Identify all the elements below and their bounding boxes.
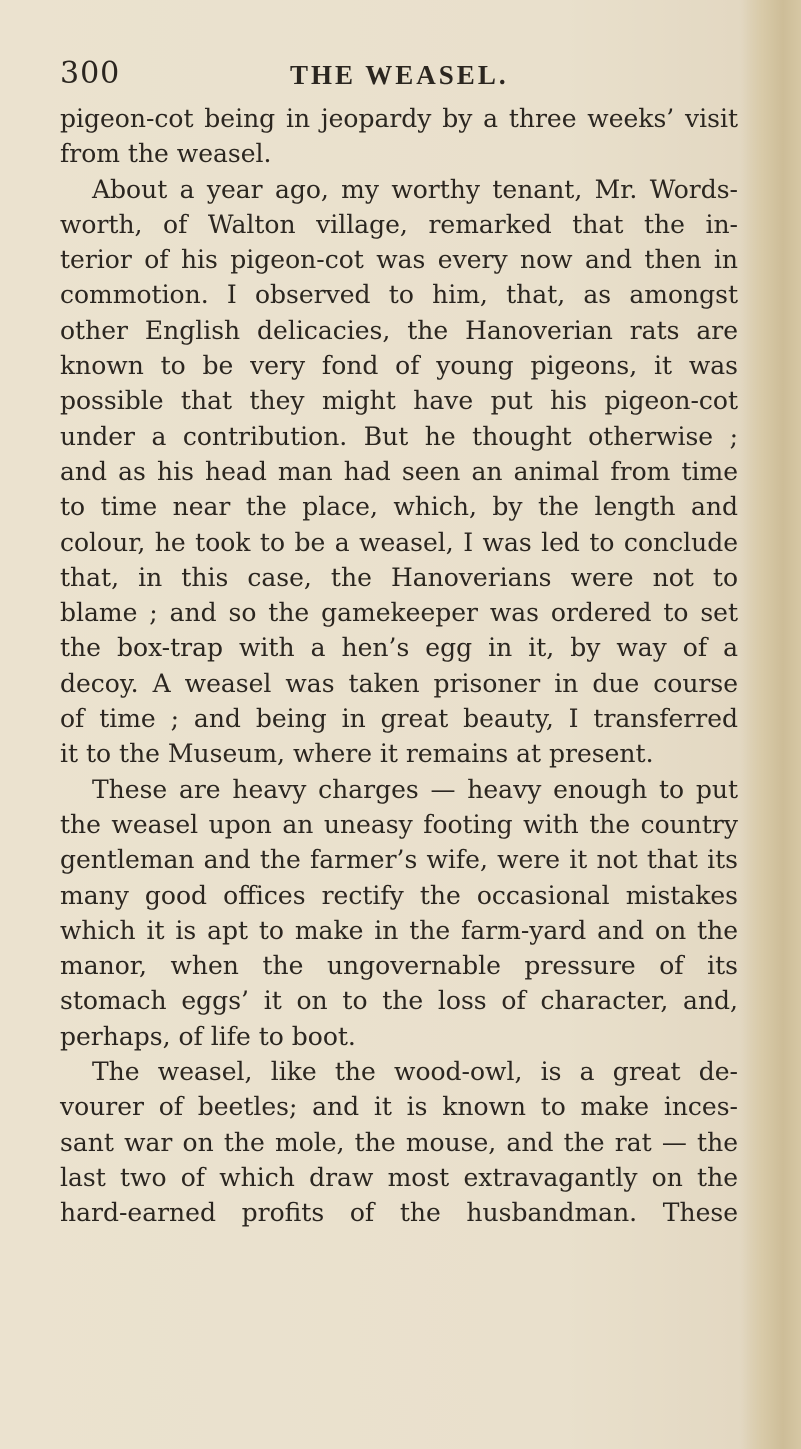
text-line: and as his head man had seen an animal from time	[60, 456, 738, 486]
text-line: commotion. I observed to him, that, as amongst	[60, 280, 738, 310]
text-line: manor, when the ungovernable pressure of its	[60, 951, 738, 981]
body-text	[60, 101, 738, 1231]
text-line: the weasel upon an uneasy footing with the country	[60, 809, 738, 839]
text-line: blame ; and so the gamekeeper was ordered to set	[60, 598, 738, 628]
text-line: perhaps, of life to boot.	[60, 1021, 356, 1051]
text-line: under a contribution. But he thought otherwise ;	[60, 421, 738, 451]
text-line: of time ; and being in great beauty, I transferred	[60, 704, 738, 734]
text-line: many good offices rectify the occasional mistakes	[60, 880, 738, 910]
text-line: the box-trap with a hen’s egg in it, by way of a	[60, 633, 738, 663]
text-line: gentleman and the farmer’s wife, were it not that its	[60, 845, 738, 875]
text-line: decoy. A weasel was taken prisoner in due course	[60, 668, 738, 698]
text-line: About a year ago, my worthy tenant, Mr. Words-	[92, 174, 738, 204]
text-line: colour, he took to be a weasel, I was led to conclude	[60, 527, 738, 557]
page-gutter-shadow	[741, 0, 801, 1449]
text-line: The weasel, like the wood-owl, is a great de-	[92, 1057, 738, 1087]
text-line: possible that they might have put his pigeon-cot	[60, 386, 738, 416]
text-line: that, in this case, the Hanoverians were not to	[60, 562, 738, 592]
text-line: terior of his pigeon-cot was every now and then in	[60, 245, 738, 275]
text-line: which it is apt to make in the farm-yard and on the	[60, 915, 738, 945]
text-line: hard-earned profits of the husbandman. These	[60, 1198, 738, 1228]
text-line: These are heavy charges — heavy enough to put	[92, 774, 738, 804]
text-line: other English delicacies, the Hanoverian rats are	[60, 315, 738, 345]
text-line: sant war on the mole, the mouse, and the rat — the	[60, 1127, 738, 1157]
text-line: pigeon-cot being in jeopardy by a three weeks’ visit	[60, 104, 738, 133]
text-line: last two of which draw most extravagantly on the	[60, 1162, 738, 1192]
text-line: known to be very fond of young pigeons, it was	[60, 351, 738, 381]
text-line: worth, of Walton village, remarked that the in-	[60, 209, 738, 239]
text-line: vourer of beetles; and it is known to make inces-	[60, 1092, 738, 1122]
text-line: from the weasel.	[60, 139, 272, 169]
running-head: THE WEASEL.	[290, 60, 509, 90]
page-header	[60, 56, 700, 96]
page-number: 300	[60, 56, 121, 91]
text-line: stomach eggs’ it on to the loss of character, and,	[60, 986, 738, 1016]
text-line: it to the Museum, where it remains at present.	[60, 739, 654, 769]
text-line: to time near the place, which, by the length and	[60, 492, 738, 522]
